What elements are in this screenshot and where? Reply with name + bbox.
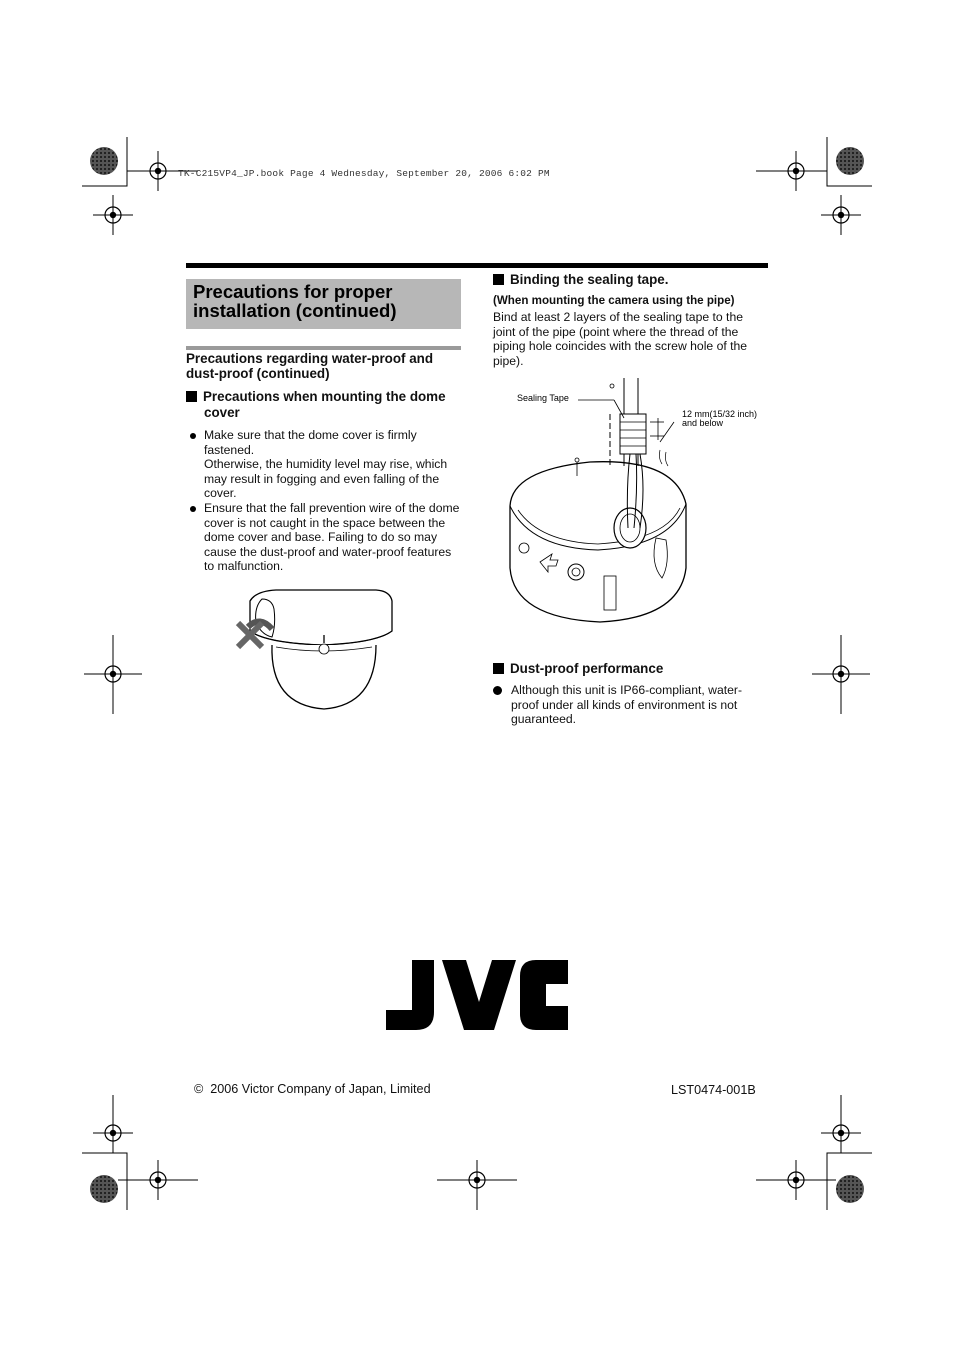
document-code: LST0474-001B [671, 1083, 756, 1097]
dome-cover-heading-text: Precautions when mounting the dome cover [203, 389, 446, 420]
square-bullet-icon [186, 391, 197, 402]
list-item [493, 683, 768, 727]
binding-subheading: (When mounting the camera using the pipe) [493, 294, 735, 307]
list-item-text: Make sure that the dome cover is firmly fastened. [204, 428, 417, 457]
jvc-logo [386, 960, 568, 1030]
list-item-text: Although this unit is IP66-compliant, water-proof under all kinds of environment is not guaranteed. [511, 683, 742, 727]
dimension-label [682, 410, 757, 428]
color-bar-target [90, 1175, 118, 1203]
dust-proof-heading [493, 661, 768, 677]
binding-heading-text: Binding the sealing tape. [510, 272, 669, 287]
copyright [194, 1082, 431, 1096]
color-bar-target [90, 147, 118, 175]
dust-proof-list [493, 683, 768, 727]
binding-body: Bind at least 2 layers of the sealing tape to the joint of the pipe (point where the thread of the piping hole coincides with the screw hole of the pipe). [493, 310, 748, 368]
sealing-tape-label: Sealing Tape [517, 393, 569, 403]
square-bullet-icon [493, 663, 504, 674]
bullet-dot-icon [493, 686, 502, 695]
section-subheading: Precautions regarding water-proof and dust-proof (continued) [186, 351, 434, 381]
list-item [190, 428, 462, 501]
list-item-text: Otherwise, the humidity level may rise, which may result in fogging and even falling of the cover. [204, 457, 448, 501]
bullet-dot-icon [190, 506, 196, 512]
dome-cover-bullets [190, 428, 462, 574]
dome-cover-illustration [226, 585, 402, 715]
dimension-label-line: 12 mm(15/32 inch) [682, 409, 758, 419]
bullet-dot-icon [190, 433, 196, 439]
binding-heading [493, 272, 768, 288]
dome-cover-heading [186, 389, 464, 421]
section-rule [186, 346, 461, 350]
list-item-text: Ensure that the fall prevention wire of the dome cover is not caught in the space between the dome cover and base. Failing to do so may cause the dust-proof and water-proof features to malfunction. [204, 500, 460, 574]
page-title: Precautions for proper installation (continued) [186, 279, 461, 329]
dimension-label-line: and below [682, 418, 724, 428]
list-item [190, 501, 462, 574]
copyright-text: 2006 Victor Company of Japan, Limited [210, 1082, 431, 1096]
print-header: TK-C215VP4_JP.book Page 4 Wednesday, September 20, 2006 6:02 PM [178, 168, 550, 179]
color-bar-target [836, 147, 864, 175]
dust-proof-heading-text: Dust-proof performance [510, 661, 664, 676]
copyright-symbol: © [194, 1082, 204, 1096]
color-bar-target [836, 1175, 864, 1203]
top-rule [186, 263, 768, 268]
square-bullet-icon [493, 274, 504, 285]
